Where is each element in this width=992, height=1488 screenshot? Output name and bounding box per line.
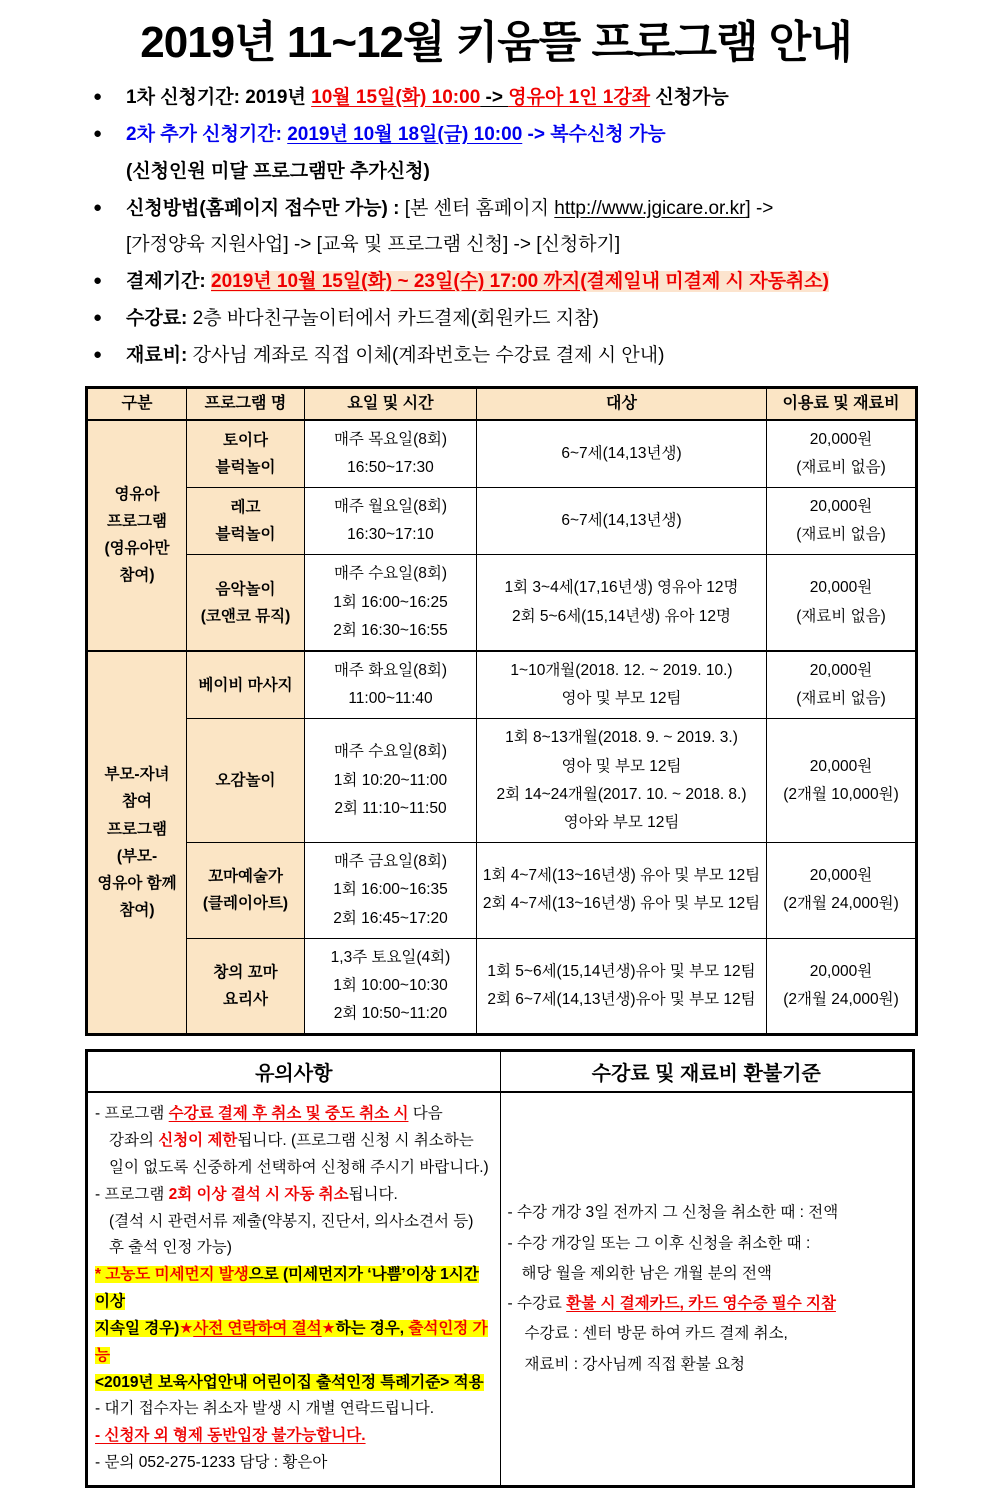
text-segment: -> [480, 86, 509, 108]
cell-line: 창의 꼬마 [213, 963, 278, 981]
text-segment: - 수강료 [507, 1295, 567, 1313]
cell-line: 영아 및 부모 12팀 [561, 690, 682, 708]
program-target [477, 938, 767, 1035]
program-table [85, 386, 918, 1036]
cell-line: 영유아 함께 [97, 874, 177, 892]
cell-line: 참여) [119, 901, 155, 919]
note-line [95, 1262, 493, 1316]
table-row [87, 719, 917, 843]
text-segment: 지속일 경우) [95, 1319, 180, 1337]
text-segment: 수강료: [126, 308, 193, 330]
bullet-line-first-period [93, 85, 934, 112]
text-segment: 수강료 결제 후 취소 및 중도 취소 시 [168, 1105, 409, 1123]
program-schedule [305, 843, 477, 939]
text-segment: 해당 월을 제외한 남은 개월 분의 전액 [521, 1264, 772, 1282]
bullet-icon: ● [93, 346, 103, 364]
text-segment: 으로 (미세먼지가 ‘나쁨’이상 1시간이상 [95, 1266, 479, 1311]
cell-line: 2회 11:10~11:50 [334, 799, 447, 817]
text-segment: 2019년 10월 18일(금) 10:00 [287, 123, 523, 145]
text-segment: [본 센터 홈페이지 [404, 197, 555, 219]
group-parent-child-programs [87, 651, 917, 1035]
cell-line: 부모-자녀 [104, 766, 170, 784]
cell-line: (2개월 10,000원) [783, 785, 899, 803]
cell-line: 20,000원 [809, 661, 873, 679]
cell-line: 영유아 [114, 485, 160, 503]
bullet-icon: ● [93, 87, 103, 105]
cell-line: 2회 4~7세(13~16년생) 유아 및 부모 12팀 [482, 895, 761, 913]
cell-line: 레고 [230, 499, 261, 517]
refund-line [508, 1229, 906, 1259]
cell-line: 20,000원 [809, 430, 873, 448]
text-segment: [가정양육 지원사업] -> [교육 및 프로그램 신청] -> [신청하기] [126, 234, 621, 256]
text-segment: 영유아 1인 1강좌 [508, 86, 651, 108]
text-segment: 재료비 : 강사님께 직접 환불 요청 [524, 1355, 745, 1373]
text-segment: 됩니다. (프로그램 신청 시 취소하는 [237, 1132, 474, 1150]
program-schedule [305, 420, 477, 488]
cell-line: 2회 14~24개월(2017. 10. ~ 2018. 8.) [496, 785, 747, 803]
text-segment: 재료비: [126, 345, 193, 367]
program-fee [767, 487, 917, 554]
bullet-icon: ● [93, 124, 103, 142]
program-fee [767, 420, 917, 488]
notes-title: 유의사항 [87, 1051, 501, 1093]
program-name [187, 719, 305, 843]
column-header-category: 구분 [87, 388, 187, 420]
text-segment: 2회 이상 결석 시 자동 취소 [168, 1185, 349, 1203]
text-segment: 2차 추가 신청기간: [126, 123, 288, 145]
cell-line: (재료비 없음) [796, 458, 886, 476]
cell-line: 1회 5~6세(15,14년생)유아 및 부모 12팀 [487, 962, 756, 980]
cell-line: 20,000원 [809, 962, 873, 980]
bullet-icon: ● [93, 272, 103, 290]
cell-line: 2회 5~6세(15,14년생) 유아 12명 [512, 607, 731, 625]
bullet-line-payment-period [93, 269, 934, 296]
text-segment: - 대기 접수자는 취소자 발생 시 개별 연락드립니다. [95, 1400, 435, 1418]
program-target [477, 420, 767, 488]
text-segment: 2019년 10월 15일(화) ~ 23일(수) 17:00 까지 [211, 271, 581, 293]
cell-line: 1회 10:20~11:00 [333, 771, 448, 789]
text-segment: 결제기간: [126, 271, 212, 293]
program-target [477, 719, 767, 843]
cell-line: 2회 10:50~11:20 [333, 1005, 448, 1023]
text-segment: ★ [321, 1319, 336, 1337]
cell-line: 매주 수요일(8회) [333, 743, 448, 761]
program-name [187, 938, 305, 1035]
text-segment: - 프로그램 [95, 1105, 169, 1123]
column-header-target: 대상 [477, 388, 767, 420]
cell-line: 1회 3~4세(17,16년생) 영유아 12명 [504, 579, 739, 597]
program-schedule [305, 938, 477, 1035]
column-header-schedule: 요일 및 시간 [305, 388, 477, 420]
text-segment: 하는 경우, [335, 1319, 409, 1337]
cell-line: 매주 월요일(8회) [333, 497, 448, 515]
program-fee [767, 938, 917, 1035]
cell-line: 1회 16:00~16:25 [333, 593, 448, 611]
text-segment: 1차 신청기간: 2019년 [126, 86, 312, 108]
text-segment: -> 복수신청 가능 [522, 123, 666, 145]
note-line [95, 1235, 493, 1262]
note-line [95, 1155, 493, 1182]
cell-line: 6~7세(14,13년생) [561, 512, 682, 530]
text-segment: ★ [179, 1319, 194, 1337]
text-segment: 신청가능 [650, 86, 729, 108]
text-segment: 신청이 제한 [158, 1132, 238, 1150]
text-segment: <2019년 보육사업안내 어린이집 출석인정 특례기준> 적용 [95, 1373, 484, 1391]
text-segment: - 수강 개강 3일 전까지 그 신청을 취소한 때 : 전액 [507, 1204, 839, 1222]
cell-line: 16:30~17:10 [347, 526, 434, 544]
cell-line: (2개월 24,000원) [783, 895, 899, 913]
text-segment: 됩니다. [348, 1185, 398, 1203]
text-segment: (결제일내 미결제 시 자동취소) [580, 271, 829, 293]
text-segment: (신청인원 미달 프로그램만 추가신청) [126, 160, 430, 182]
note-line [95, 1101, 493, 1128]
program-schedule [305, 555, 477, 651]
text-segment: 환불 시 결제카드, 카드 영수증 필수 지참 [566, 1295, 836, 1313]
refund-line [508, 1259, 906, 1289]
cell-line: (2개월 24,000원) [783, 991, 899, 1009]
cell-line: 2회 6~7세(14,13년생)유아 및 부모 12팀 [487, 991, 756, 1009]
text-segment: 사전 연락하여 결석 [193, 1319, 322, 1337]
cell-line: 20,000원 [809, 867, 873, 885]
table-row [87, 420, 917, 488]
program-name [187, 843, 305, 939]
cell-line: (영유아만 [104, 540, 170, 558]
table-row [87, 487, 917, 554]
text-segment: 일이 없도록 신중하게 선택하여 신청해 주시기 바랍니다.) [109, 1159, 489, 1177]
group-infant-programs [87, 420, 917, 651]
cell-line: 1회 16:00~16:35 [333, 881, 448, 899]
cell-line: (재료비 없음) [796, 607, 886, 625]
note-line [95, 1396, 493, 1423]
table-row [87, 555, 917, 651]
bullet-line-second-period [93, 122, 934, 149]
text-segment: 강사님 계좌로 직접 이체(계좌번호는 수강료 결제 시 안내) [192, 345, 665, 367]
bullet-icon: ● [93, 309, 103, 327]
notes-content [87, 1092, 501, 1486]
cell-line: (클레이아트) [202, 895, 289, 913]
text-segment: - 프로그램 [95, 1185, 169, 1203]
cell-line: 2회 16:30~16:55 [333, 621, 448, 639]
cell-line: 음악놀이 [215, 580, 276, 598]
cell-line: 1~10개월(2018. 12. ~ 2019. 10.) [510, 661, 733, 679]
program-target [477, 651, 767, 719]
cell-line: 베이비 마사지 [198, 676, 293, 694]
cell-line: 20,000원 [809, 757, 873, 775]
table-row [87, 938, 917, 1035]
text-segment: 수강료 : 센터 방문 하여 카드 결제 취소, [524, 1325, 788, 1343]
cell-line: 20,000원 [809, 497, 873, 515]
note-line [95, 1209, 493, 1236]
footer-table [85, 1049, 915, 1487]
group-label [87, 420, 187, 651]
cell-line: (재료비 없음) [796, 690, 886, 708]
bullet-text [126, 87, 729, 108]
text-segment: - 신청자 외 형제 동반입장 불가능합니다. [95, 1427, 366, 1445]
text-segment: (결석 시 관련서류 제출(약봉지, 진단서, 의사소견서 등) [109, 1212, 474, 1230]
text-segment: ] -> [745, 197, 774, 219]
cell-line: 1회 8~13개월(2018. 9. ~ 2019. 3.) [505, 729, 738, 747]
refund-line [508, 1198, 906, 1228]
refund-line [508, 1350, 906, 1380]
program-fee [767, 719, 917, 843]
bullet-text [126, 234, 620, 255]
program-fee [767, 843, 917, 939]
text-segment: 강좌의 [109, 1132, 159, 1150]
bullet-text [126, 124, 666, 145]
note-line [95, 1128, 493, 1155]
note-line [95, 1182, 493, 1209]
cell-line: 11:00~11:40 [348, 690, 433, 708]
cell-line: 영아 및 부모 12팀 [561, 757, 682, 775]
program-fee [767, 651, 917, 719]
program-table-header [87, 388, 917, 420]
note-line [95, 1450, 493, 1477]
program-name [187, 420, 305, 488]
cell-line: 오감놀이 [215, 772, 276, 790]
text-segment: 신청방법(홈페이지 접수만 가능) : [126, 197, 405, 219]
cell-line: 프로그램 [107, 513, 167, 531]
cell-line: (부모- [116, 847, 158, 865]
text-segment: 10월 15일(화) 10:00 [311, 86, 481, 108]
cell-line: 블럭놀이 [215, 458, 276, 476]
bullet-line-second-period-note [93, 159, 934, 186]
bullet-line-apply-path [93, 232, 934, 259]
program-schedule [305, 487, 477, 554]
cell-line: 매주 금요일(8회) [333, 853, 448, 871]
info-bullets [93, 85, 934, 371]
program-schedule [305, 651, 477, 719]
bullet-line-tuition [93, 306, 934, 333]
text-segment: 2층 바다친구놀이터에서 카드결제(회원카드 지참) [192, 308, 599, 330]
text-segment: * 고농도 미세먼지 발생 [95, 1266, 249, 1284]
bullet-text [126, 161, 430, 182]
column-header-program: 프로그램 명 [187, 388, 305, 420]
bullet-text [126, 198, 773, 219]
cell-line: 20,000원 [809, 579, 873, 597]
group-label [87, 651, 187, 1035]
program-name [187, 555, 305, 651]
bullet-text [126, 308, 599, 329]
cell-line: 1회 10:00~10:30 [333, 976, 448, 994]
text-segment: - 수강 개강일 또는 그 이후 신청을 취소한 때 : [507, 1234, 811, 1252]
program-name [187, 651, 305, 719]
table-row [87, 651, 917, 719]
footer-header [87, 1051, 914, 1093]
program-schedule [305, 719, 477, 843]
note-line [95, 1316, 493, 1370]
program-target [477, 555, 767, 651]
text-segment: 다음 [408, 1105, 443, 1123]
page-title: 2019년 11~12월 키움뜰 프로그램 안내 [140, 18, 852, 67]
note-line [95, 1423, 493, 1450]
cell-line: 영아와 부모 12팀 [563, 813, 680, 831]
cell-line: 1회 4~7세(13~16년생) 유아 및 부모 12팀 [482, 867, 761, 885]
cell-line: (재료비 없음) [796, 526, 886, 544]
cell-line: 요리사 [223, 991, 268, 1009]
refund-content [500, 1092, 914, 1486]
program-target [477, 843, 767, 939]
bullet-text [126, 271, 829, 292]
text-segment: http://www.jgicare.or.kr [554, 197, 746, 219]
text-segment: 출석인정 가능 [95, 1319, 488, 1364]
bullet-line-apply-method [93, 196, 934, 223]
bullet-icon: ● [93, 198, 103, 216]
bullet-text [126, 345, 664, 366]
cell-line: 프로그램 [107, 820, 167, 838]
program-target [477, 487, 767, 554]
table-row [87, 843, 917, 939]
cell-line: 토이다 [223, 431, 268, 449]
text-segment: - 문의 052-275-1233 담당 : 황은아 [95, 1453, 328, 1471]
refund-line [508, 1289, 906, 1319]
column-header-fee: 이용료 및 재료비 [767, 388, 917, 420]
program-name [187, 487, 305, 554]
cell-line: 1,3주 토요일(4회) [330, 948, 451, 966]
cell-line: 참여) [119, 567, 155, 585]
cell-line: 참여 [122, 793, 152, 811]
bullet-line-material-fee [93, 343, 934, 370]
cell-line: (코앤코 뮤직) [200, 607, 291, 625]
cell-line: 2회 16:45~17:20 [333, 909, 448, 927]
cell-line: 16:50~17:30 [347, 458, 434, 476]
program-fee [767, 555, 917, 651]
cell-line: 매주 수요일(8회) [333, 565, 448, 583]
cell-line: 블럭놀이 [215, 526, 276, 544]
refund-line [508, 1319, 906, 1349]
cell-line: 매주 목요일(8회) [333, 430, 448, 448]
refund-title: 수강료 및 재료비 환불기준 [500, 1051, 914, 1093]
cell-line: 꼬마예술가 [208, 868, 283, 886]
note-line [95, 1370, 493, 1397]
cell-line: 매주 화요일(8회) [333, 661, 448, 679]
cell-line: 6~7세(14,13년생) [561, 444, 682, 462]
text-segment: 후 출석 인정 가능) [109, 1239, 232, 1257]
